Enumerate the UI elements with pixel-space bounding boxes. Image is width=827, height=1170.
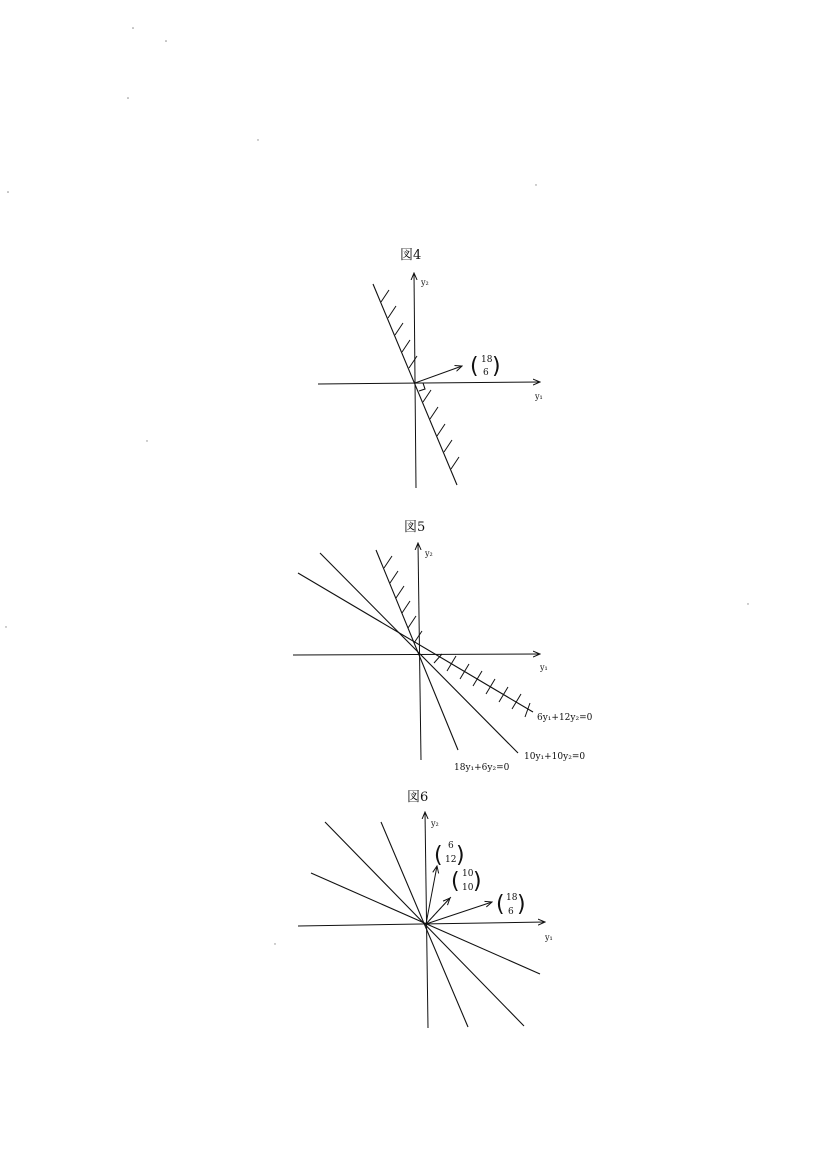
- figure-4-vector-left-paren: (: [470, 354, 479, 379]
- figure-5-label-6y1-12y2: 6y₁+12y₂=0: [537, 713, 593, 723]
- figure-6: [298, 790, 553, 1028]
- figure-4-title: 図4: [400, 248, 422, 263]
- figure-5-x-axis: [293, 654, 540, 655]
- figure-5-y-label: y₂: [425, 549, 433, 558]
- figure-4: [318, 248, 543, 488]
- figure-6-line-shallow: [311, 873, 540, 974]
- figure-5-line-6y1-12y2: [298, 573, 533, 712]
- figure-6-vector-2-right-paren: ): [473, 869, 482, 894]
- figure-5: [293, 520, 593, 773]
- figure-6-vector-6-12-arrow: [426, 866, 437, 924]
- scan-specks: [5, 27, 748, 945]
- figure-6-vector-1-left-paren: (: [434, 843, 443, 868]
- figure-4-vector-arrow: [415, 366, 462, 383]
- figure-6-vector-1-top: 6: [448, 841, 454, 851]
- figure-4-vector-right-paren: ): [492, 354, 501, 379]
- figure-5-title: 図5: [404, 520, 426, 535]
- figure-4-vector-top: 18: [481, 355, 493, 365]
- figure-6-y-label: y₂: [431, 819, 439, 828]
- figure-4-boundary-line: [373, 284, 457, 485]
- figure-6-line-diagonal: [325, 822, 524, 1026]
- figure-4-y-label: y₂: [421, 278, 429, 287]
- figure-6-vector-3-right-paren: ): [517, 892, 526, 917]
- figure-5-x-label: y₁: [540, 663, 548, 672]
- figure-6-vector-1-right-paren: ): [456, 843, 465, 868]
- figure-4-vector-bottom: 6: [483, 368, 489, 378]
- figure-6-vector-2-bottom: 10: [462, 883, 474, 893]
- figure-4-x-axis: [318, 382, 540, 384]
- figure-6-vector-1-bottom: 12: [445, 855, 457, 865]
- figure-6-vector-3-top: 18: [506, 893, 518, 903]
- figure-6-vector-2-left-paren: (: [451, 869, 460, 894]
- figure-6-x-axis: [298, 922, 545, 926]
- figure-6-title: 図6: [407, 790, 429, 805]
- figure-6-x-label: y₁: [545, 933, 553, 942]
- figure-4-hatching: [381, 290, 459, 469]
- figure-4-x-label: y₁: [535, 392, 543, 401]
- figure-4-right-angle-mark: [419, 383, 425, 391]
- figure-5-y-axis: [418, 543, 421, 760]
- figure-5-label-18y1-6y2: 18y₁+6y₂=0: [454, 763, 510, 773]
- figure-6-vector-3-bottom: 6: [508, 907, 514, 917]
- figure-5-label-10y1-10y2: 10y₁+10y₂=0: [524, 752, 586, 762]
- figure-4-y-axis: [414, 273, 416, 488]
- figure-6-vector-2-top: 10: [462, 869, 474, 879]
- figure-5-line-18y1-6y2: [376, 550, 458, 750]
- figure-6-vector-3-left-paren: (: [496, 892, 505, 917]
